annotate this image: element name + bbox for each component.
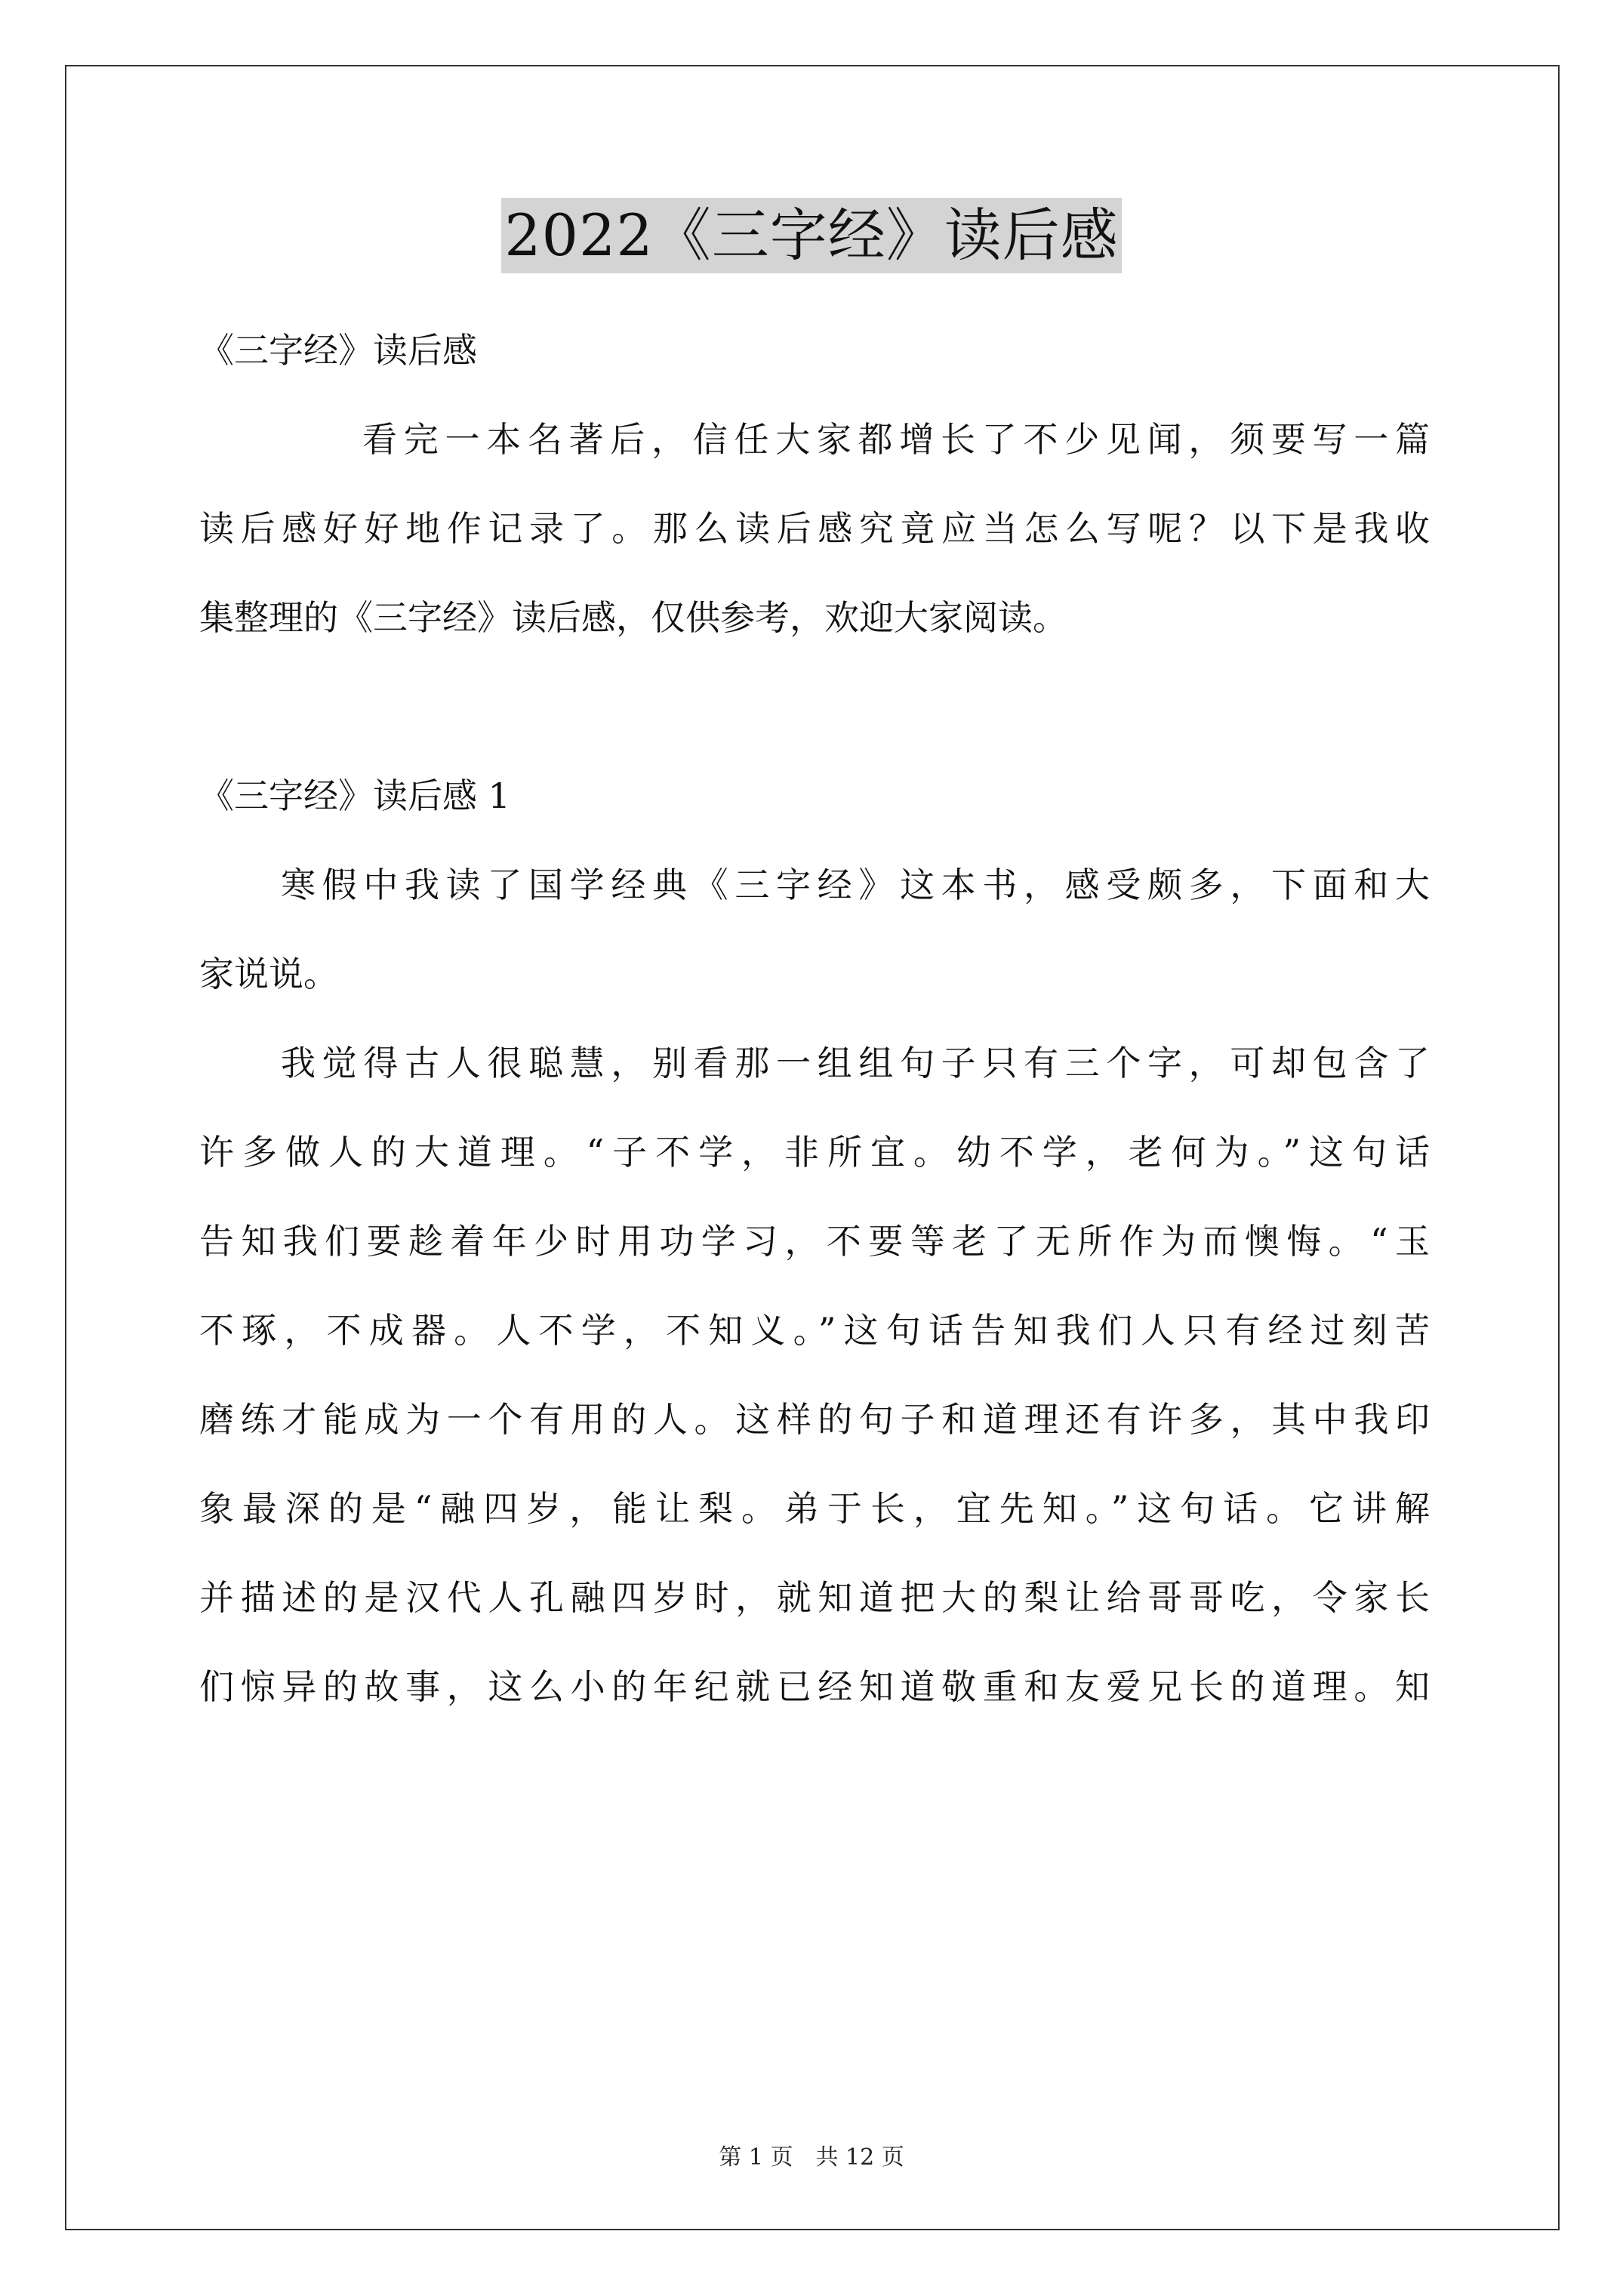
paragraph-line: 告知我们要趁着年少时用功学习，不要等老了无所作为而懊悔。“玉: [199, 1221, 1430, 1262]
paragraph-line: 家说说。: [199, 954, 338, 994]
title-container: [0, 198, 1623, 273]
section-heading: 《三字经》读后感 1: [199, 775, 510, 816]
paragraph-line: 许多做人的大道理。“子不学，非所宜。幼不学，老何为。”这句话: [199, 1132, 1430, 1173]
paragraph-line: 象最深的是“融四岁，能让梨。弟于长，宜先知。”这句话。它讲解: [199, 1488, 1430, 1529]
paragraph-line: 并描述的是汉代人孔融四岁时，就知道把大的梨让给哥哥吃，令家长: [199, 1577, 1430, 1618]
paragraph-line: 不琢，不成器。人不学，不知义。”这句话告知我们人只有经过刻苦: [199, 1310, 1430, 1351]
paragraph-line: 我觉得古人很聪慧，别看那一组组句子只有三个字，可却包含了: [281, 1043, 1430, 1083]
blank-line: [199, 662, 1430, 751]
paragraph-line: 们惊异的故事，这么小的年纪就已经知道敬重和友爱兄长的道理。知: [199, 1666, 1430, 1707]
paragraph-line: 寒假中我读了国学经典《三字经》这本书，感受颇多，下面和大: [281, 864, 1430, 905]
paragraph-line: 读后感好好地作记录了。那么读后感究竟应当怎么写呢？以下是我收: [199, 508, 1430, 549]
paragraph-line: 磨练才能成为一个有用的人。这样的句子和道理还有许多，其中我印: [199, 1399, 1430, 1440]
paragraph-line: 集整理的《三字经》读后感，仅供参考，欢迎大家阅读。: [199, 597, 1067, 638]
document-title: 2022《三字经》读后感: [501, 198, 1121, 273]
page-footer: 第 1 页 共 12 页: [719, 2144, 904, 2171]
intro-heading: 《三字经》读后感: [199, 330, 477, 371]
document-body: [199, 306, 1430, 1731]
paragraph-line: 看完一本名著后，信任大家都增长了不少见闻，须要写一篇: [362, 419, 1430, 460]
